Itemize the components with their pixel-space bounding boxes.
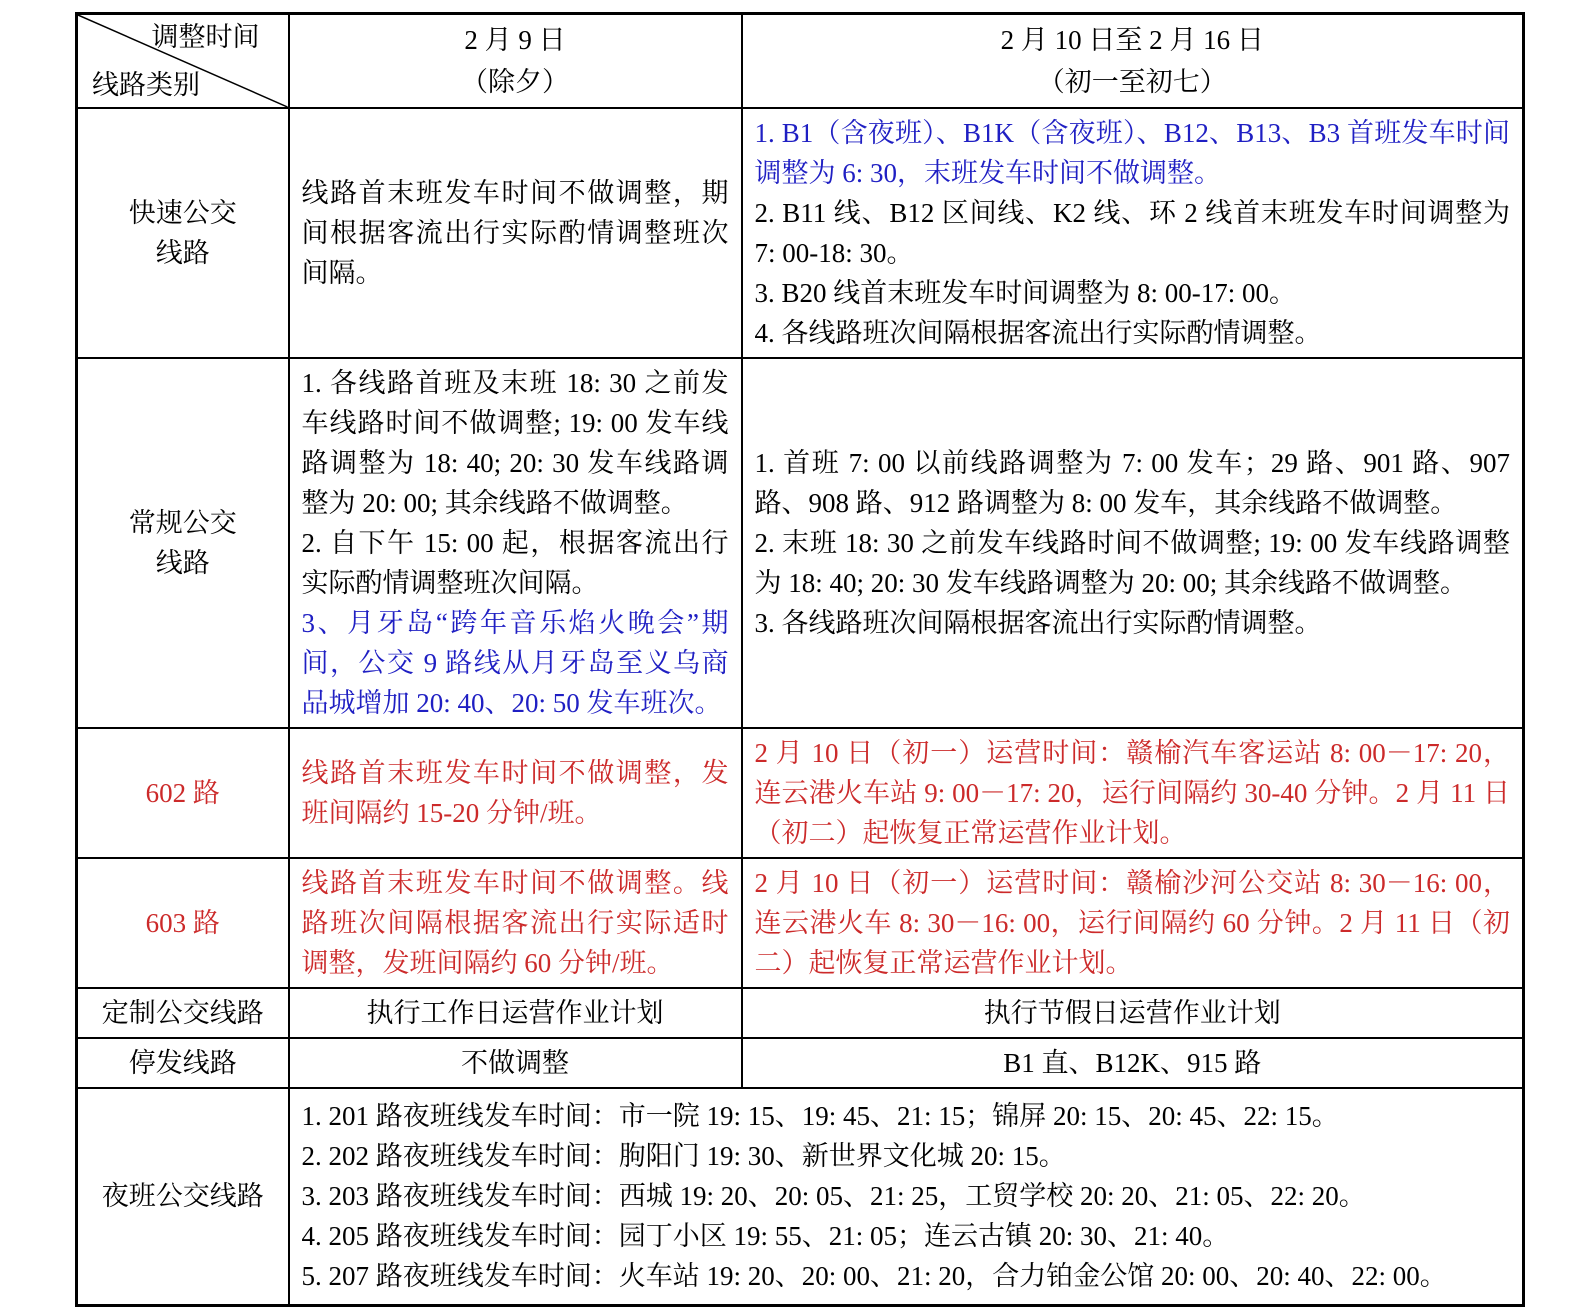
cell-express-eve bbox=[289, 108, 742, 358]
paragraph-highlight-red: 2 月 10 日（初一）运营时间：赣榆沙河公交站 8: 30－16: 00，连云港火车 8: 30－16: 00，运行间隔约 60 分钟。2 月 11 日（初二）起恢复正常运营作业计划。 bbox=[754, 868, 1510, 978]
paragraph: 4. 205 路夜班线发车时间：园丁小区 19: 55、21: 05；连云古镇 20: 30、21: 40。 bbox=[301, 1221, 1230, 1252]
row-express-bus bbox=[77, 108, 1524, 358]
cell-regular-eve bbox=[289, 358, 742, 728]
header-date-holiday-line2: （初一至初七） bbox=[1037, 67, 1227, 97]
row-label-603: 603 路 bbox=[77, 858, 289, 988]
header-date-eve bbox=[289, 14, 742, 109]
paragraph-highlight-blue: 3、月牙岛“跨年音乐焰火晚会”期间，公交 9 路线从月牙岛至义乌商品城增加 20: 40、20: 50 发车班次。 bbox=[301, 608, 729, 718]
paragraph-highlight-red: 2 月 10 日（初一）运营时间：赣榆汽车客运站 8: 00－17: 20，连云港火车站 9: 00－17: 20，运行间隔约 30-40 分钟。2 月 11 日（初二）起恢复正常运营作业计划。 bbox=[754, 738, 1510, 848]
cell-603-holiday bbox=[742, 858, 1524, 988]
paragraph-highlight-red: 线路首末班发车时间不做调整。线路班次间隔根据客流出行实际适时调整，发班间隔约 60 分钟/班。 bbox=[301, 868, 729, 978]
row-night-bus bbox=[77, 1088, 1524, 1305]
row-label-custom: 定制公交线路 bbox=[77, 988, 289, 1038]
cell-regular-holiday bbox=[742, 358, 1524, 728]
header-date-holiday-line1: 2 月 10 日至 2 月 16 日 bbox=[1000, 25, 1264, 55]
header-row bbox=[77, 14, 1524, 109]
row-label-night: 夜班公交线路 bbox=[77, 1088, 289, 1305]
paragraph: 2. 自下午 15: 00 起，根据客流出行实际酌情调整班次间隔。 bbox=[301, 528, 729, 598]
paragraph: 4. 各线路班次间隔根据客流出行实际酌情调整。 bbox=[754, 318, 1322, 348]
cell-603-eve bbox=[289, 858, 742, 988]
paragraph: 5. 207 路夜班线发车时间：火车站 19: 20、20: 00、21: 20，合力铂金公馆 20: 00、20: 40、22: 00。 bbox=[301, 1261, 1447, 1292]
cell-night-schedule bbox=[289, 1088, 1524, 1305]
row-label-express bbox=[77, 108, 289, 358]
row-route-602 bbox=[77, 728, 1524, 858]
paragraph-highlight-red: 线路首末班发车时间不做调整，发班间隔约 15-20 分钟/班。 bbox=[301, 758, 729, 828]
row-custom-bus bbox=[77, 988, 1524, 1038]
paragraph: 2. 末班 18: 30 之前发车线路时间不做调整; 19: 00 发车线路调整为 18: 40; 20: 30 发车线路调整为 20: 00; 其余线路不做调整。 bbox=[754, 528, 1510, 598]
cell-express-holiday bbox=[742, 108, 1524, 358]
cell-602-holiday bbox=[742, 728, 1524, 858]
cell-custom-holiday: 执行节假日运营作业计划 bbox=[742, 988, 1524, 1038]
header-date-holiday bbox=[742, 14, 1524, 109]
paragraph: 1. 201 路夜班线发车时间：市一院 19: 15、19: 45、21: 15；锦屏 20: 15、20: 45、22: 15。 bbox=[301, 1101, 1339, 1132]
header-date-eve-line1: 2 月 9 日 bbox=[464, 25, 566, 55]
row-label-regular bbox=[77, 358, 289, 728]
paragraph: 3. 各线路班次间隔根据客流出行实际酌情调整。 bbox=[754, 608, 1322, 638]
row-label-express-line1: 快速公交 bbox=[128, 198, 237, 228]
bus-schedule-table bbox=[75, 12, 1525, 1307]
cell-custom-eve: 执行工作日运营作业计划 bbox=[289, 988, 742, 1038]
row-regular-bus bbox=[77, 358, 1524, 728]
paragraph-highlight-blue: 1. B1（含夜班）、B1K（含夜班）、B12、B13、B3 首班发车时间调整为 6: 30，末班发车时间不做调整。 bbox=[754, 118, 1510, 188]
cell-suspended-holiday: B1 直、B12K、915 路 bbox=[742, 1038, 1524, 1088]
row-label-regular-line2: 线路 bbox=[155, 548, 210, 578]
row-label-suspended: 停发线路 bbox=[77, 1038, 289, 1088]
row-route-603 bbox=[77, 858, 1524, 988]
cell-602-eve bbox=[289, 728, 742, 858]
paragraph: 3. B20 线首末班发车时间调整为 8: 00-17: 00。 bbox=[754, 278, 1297, 308]
corner-label-route-type: 线路类别 bbox=[92, 70, 200, 100]
cell-suspended-eve: 不做调整 bbox=[289, 1038, 742, 1088]
row-suspended-routes bbox=[77, 1038, 1524, 1088]
paragraph: 1. 各线路首班及末班 18: 30 之前发车线路时间不做调整; 19: 00 发车线路调整为 18: 40; 20: 30 发车线路调整为 20: 00; 其余线路不做调整。 bbox=[301, 368, 729, 518]
corner-header-cell bbox=[77, 14, 289, 109]
paragraph: 2. B11 线、B12 区间线、K2 线、环 2 线首末班发车时间调整为 7: 00-18: 30。 bbox=[754, 198, 1510, 268]
header-date-eve-line2: （除夕） bbox=[461, 67, 569, 97]
paragraph: 线路首末班发车时间不做调整，期间根据客流出行实际酌情调整班次间隔。 bbox=[301, 178, 729, 288]
paragraph: 3. 203 路夜班线发车时间：西城 19: 20、20: 05、21: 25，工贸学校 20: 20、21: 05、22: 20。 bbox=[301, 1181, 1366, 1212]
row-label-express-line2: 线路 bbox=[155, 238, 210, 268]
paragraph: 1. 首班 7: 00 以前线路调整为 7: 00 发车；29 路、901 路、907 路、908 路、912 路调整为 8: 00 发车，其余线路不做调整。 bbox=[754, 448, 1510, 518]
corner-label-adjust-time: 调整时间 bbox=[151, 22, 260, 52]
row-label-regular-line1: 常规公交 bbox=[128, 508, 237, 538]
paragraph: 2. 202 路夜班线发车时间：朐阳门 19: 30、新世界文化城 20: 15。 bbox=[301, 1141, 1066, 1172]
row-label-602: 602 路 bbox=[77, 728, 289, 858]
